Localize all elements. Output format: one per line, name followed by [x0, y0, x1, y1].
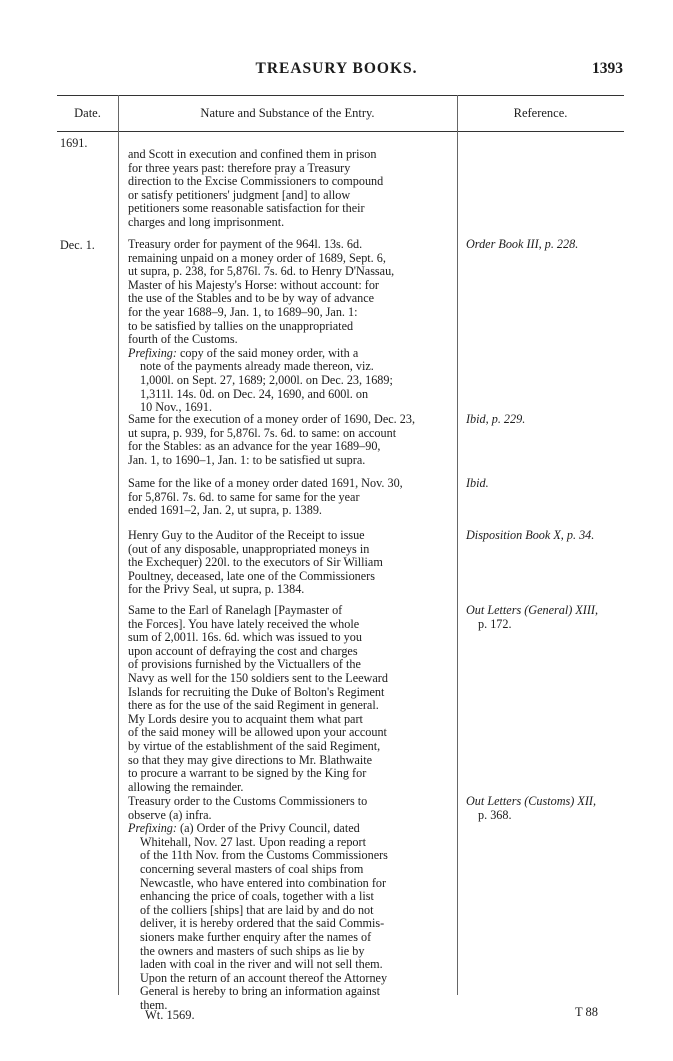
reference-text: Disposition Book X, p. 34. [466, 528, 595, 542]
prefix-line: copy of the said money order, with a [180, 345, 359, 360]
prefix-line: them. [140, 997, 168, 1012]
entry-line: Same to the Earl of Ranelagh [Paymaster of [128, 603, 343, 617]
footer-signature-mark: T 88 [575, 1005, 599, 1019]
date-column-header: Date. [74, 106, 101, 120]
entry-line: ended 1691–2, Jan. 2, ut supra, p. 1389. [128, 503, 322, 518]
entry-text [128, 238, 453, 415]
prefix-label: Prefixing: [128, 345, 177, 360]
entry-reference [466, 795, 626, 822]
entry-line: the use of the Stables and to be by way of advance [128, 291, 375, 306]
reference-text: Out Letters (General) XIII, [466, 603, 598, 617]
prefix-line: the owners and masters of such ships as lie by [140, 943, 365, 958]
entry-text [128, 413, 453, 467]
entry-line: there as for the use of the said Regiment in general. [128, 698, 379, 713]
entry-line: Islands for recruiting the Duke of Bolton's Regiment [128, 684, 385, 699]
entry-line: Poultney, deceased, late one of the Commissioners [128, 568, 375, 583]
entry-line: of provisions furnished by the Victuallers of the [128, 657, 361, 672]
entry-reference [466, 477, 626, 491]
entry-line: Same for the execution of a money order of 1690, Dec. 23, [128, 412, 415, 426]
prefix-line: of the 11th Nov. from the Customs Commissioners [140, 848, 388, 863]
entry-line: to procure a warrant to be signed by the King for [128, 766, 367, 781]
entry-line: Treasury order for payment of the 964l. 13s. 6d. [128, 237, 363, 251]
entry-line: and Scott in execution and confined them in prison [128, 147, 377, 161]
table-header-rule [57, 131, 624, 132]
entry-line: the Exchequer) 220l. to the executors of Sir William [128, 555, 383, 570]
entry-line: or satisfy petitioners' judgment [and] to allow [128, 187, 351, 202]
entry-line: fourth of the Customs. [128, 332, 238, 347]
prefix-line: enhancing the price of coals, together with a list [140, 889, 374, 904]
entry-line: to be satisfied by tallies on the unappropriated [128, 318, 354, 333]
entry-reference [466, 238, 626, 252]
reference-text: p. 172. [478, 616, 512, 631]
entry-text [128, 477, 453, 518]
prefix-first-line [128, 347, 453, 361]
entry-line: Treasury order to the Customs Commissioners to [128, 794, 368, 808]
entry-line: remaining unpaid on a money order of 1689, Sept. 6, [128, 250, 386, 265]
prefix-line: laden with coal in the river and will not sell them. [140, 957, 383, 972]
prefix-line: (a) Order of the Privy Council, dated [180, 821, 360, 836]
entry-line: My Lords desire you to acquaint them what part [128, 711, 363, 726]
entry-date: 1691. [60, 136, 88, 150]
entry-line: Master of his Majesty's Horse: without account: for [128, 277, 379, 292]
reference-text: Ibid, p. 229. [466, 412, 526, 426]
entry-text [128, 795, 453, 1013]
table-top-rule [57, 95, 624, 96]
entry-line: Navy as well for the 150 soldiers sent to the Leeward [128, 670, 388, 685]
reference-column-header: Reference. [513, 106, 568, 120]
entry-line: the Forces]. You have lately received the whole [128, 616, 360, 631]
entry-line: ut supra, p. 238, for 5,876l. 7s. 6d. to Henry D'Nassau, [128, 264, 395, 279]
entry-line: upon account of defraying the cost and charges [128, 643, 358, 658]
entry-line: Henry Guy to the Auditor of the Receipt to issue [128, 528, 365, 542]
entry-reference [466, 413, 626, 427]
entry-line: allowing the remainder. [128, 779, 244, 794]
prefix-line: General is hereby to bring an information against [140, 984, 380, 999]
running-head [0, 60, 673, 80]
entry-text [128, 604, 453, 794]
entry-reference [466, 604, 626, 631]
prefix-line: sioners make further enquiry after the names of [140, 929, 372, 944]
entry-line: direction to the Excise Commissioners to compound [128, 174, 384, 189]
page-number: 1393 [592, 60, 623, 77]
entry-line: ut supra, p. 939, for 5,876l. 7s. 6d. to same: on account [128, 425, 397, 440]
entry-line: Same for the like of a money order dated 1691, Nov. 30, [128, 476, 403, 490]
entry-line: so that they may give directions to Mr. Blathwaite [128, 752, 373, 767]
entry-line: sum of 2,001l. 16s. 6d. which was issued to you [128, 630, 362, 645]
entry-line: petitioners some reasonable satisfaction for their [128, 201, 365, 216]
reference-text: Order Book III, p. 228. [466, 237, 579, 251]
entry-line: for three years past: therefore pray a Treasury [128, 160, 351, 175]
running-title: TREASURY BOOKS. [255, 60, 418, 77]
date-column-divider [118, 95, 119, 995]
reference-text: Out Letters (Customs) XII, [466, 794, 596, 808]
entry-line: (out of any disposable, unappropriated moneys in [128, 541, 370, 556]
prefix-line: note of the payments already made thereon, viz. [140, 359, 374, 374]
reference-text: p. 368. [478, 807, 512, 822]
prefix-line: deliver, it is hereby ordered that the said Commis- [140, 916, 385, 931]
entry-text [128, 148, 453, 230]
prefix-first-line [128, 822, 453, 836]
entry-line: for the Privy Seal, ut supra, p. 1384. [128, 582, 305, 597]
entry-line: for the year 1688–9, Jan. 1, to 1689–90, Jan. 1: [128, 304, 358, 319]
prefix-line: Newcastle, who have entered into combination for [140, 875, 387, 890]
entry-line: charges and long imprisonment. [128, 214, 285, 229]
prefix-line: 1,311l. 14s. 0d. on Dec. 24, 1690, and 600l. on [140, 386, 369, 401]
footer-print-mark: Wt. 1569. [145, 1008, 195, 1022]
prefix-line: 1,000l. on Sept. 27, 1689; 2,000l. on Dec. 23, 1689; [140, 372, 393, 387]
reference-column-divider [457, 95, 458, 995]
prefix-line: Upon the return of an account thereof the Attorney [140, 970, 388, 985]
entry-line: Jan. 1, to 1690–1, Jan. 1: to be satisfied ut supra. [128, 452, 366, 467]
entry-line: for the Stables: as an advance for the year 1689–90, [128, 439, 381, 454]
entry-line: by virtue of the establishment of the said Regiment, [128, 738, 381, 753]
entry-date: Dec. 1. [60, 238, 95, 252]
entry-reference [466, 529, 626, 543]
prefix-line: 10 Nov., 1691. [140, 400, 212, 415]
prefix-line: concerning several masters of coal ships from [140, 861, 364, 876]
entry-line: observe (a) infra. [128, 807, 212, 822]
prefix-line: Whitehall, Nov. 27 last. Upon reading a report [140, 834, 366, 849]
nature-column-header: Nature and Substance of the Entry. [200, 106, 375, 120]
reference-text: Ibid. [466, 476, 489, 490]
prefix-label: Prefixing: [128, 821, 177, 836]
prefix-line: of the colliers [ships] that are laid by and do not [140, 902, 374, 917]
entry-line: for 5,876l. 7s. 6d. to same for same for the year [128, 489, 360, 504]
entry-text [128, 529, 453, 597]
entry-line: of the said money will be allowed upon your account [128, 725, 387, 740]
